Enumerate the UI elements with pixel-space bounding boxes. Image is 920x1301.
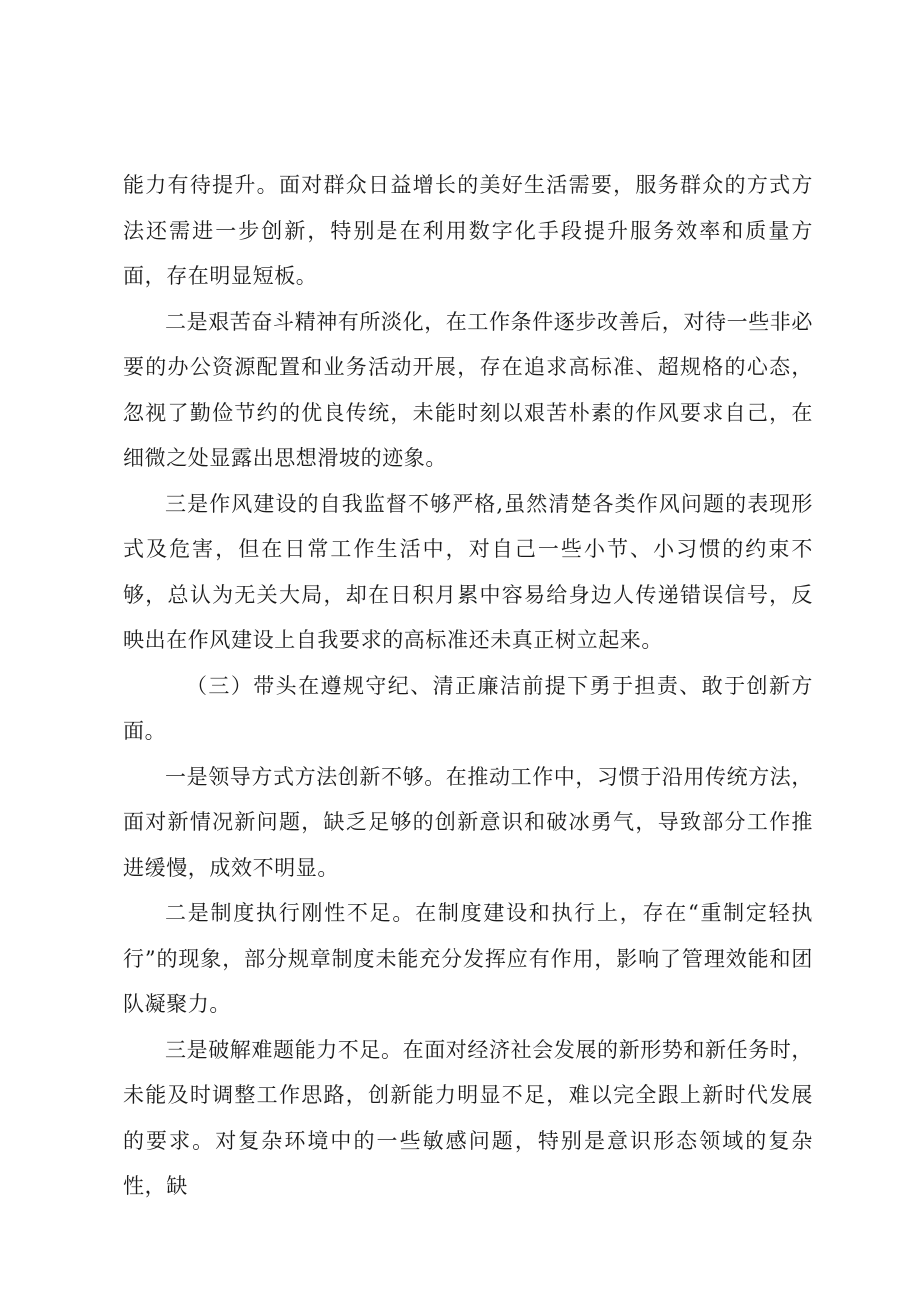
paragraph-continuation: 能力有待提升。面对群众日益增长的美好生活需要，服务群众的方式方法还需进一步创新，特别是在利用数字化手段提升服务效率和质量方面，存在明显短板。	[123, 173, 813, 288]
paragraph-self-supervision: 三是作风建设的自我监督不够严格,虽然清楚各类作风问题的表现形式及危害，但在日常工作生活中，对自己一些小节、小习惯的约束不够，总认为无关大局，却在日积月累中容易给身边人传递错误信号，反映出在作风建设上自我要求的高标准还未真正树立起来。	[123, 491, 813, 652]
document-body	[123, 163, 813, 1210]
paragraph-problem-solving: 三是破解难题能力不足。在面对经济社会发展的新形势和新任务时，未能及时调整工作思路，创新能力明显不足，难以完全跟上新时代发展的要求。对复杂环境中的一些敏感问题，特别是意识形态领域的复杂性，缺	[123, 1037, 813, 1198]
paragraph-leadership-innovation: 一是领导方式方法创新不够。在推动工作中，习惯于沿用传统方法，面对新情况新问题，缺乏足够的创新意识和破冰勇气，导致部分工作推进缓慢，成效不明显。	[123, 764, 813, 880]
section-heading-three: （三）带头在遵规守纪、清正廉洁前提下勇于担责、敢于创新方面。	[123, 673, 813, 743]
paragraph-hardship-spirit: 二是艰苦奋斗精神有所淡化，在工作条件逐步改善后，对待一些非必要的办公资源配置和业务活动开展，存在追求高标准、超规格的心态，忽视了勤俭节约的优良传统，未能时刻以艰苦朴素的作风要求自己，在细微之处显露出思想滑坡的迹象。	[123, 309, 813, 470]
paragraph-system-execution: 二是制度执行刚性不足。在制度建设和执行上，存在“重制定轻执行”的现象，部分规章制度未能充分发挥应有作用，影响了管理效能和团队凝聚力。	[123, 901, 813, 1016]
